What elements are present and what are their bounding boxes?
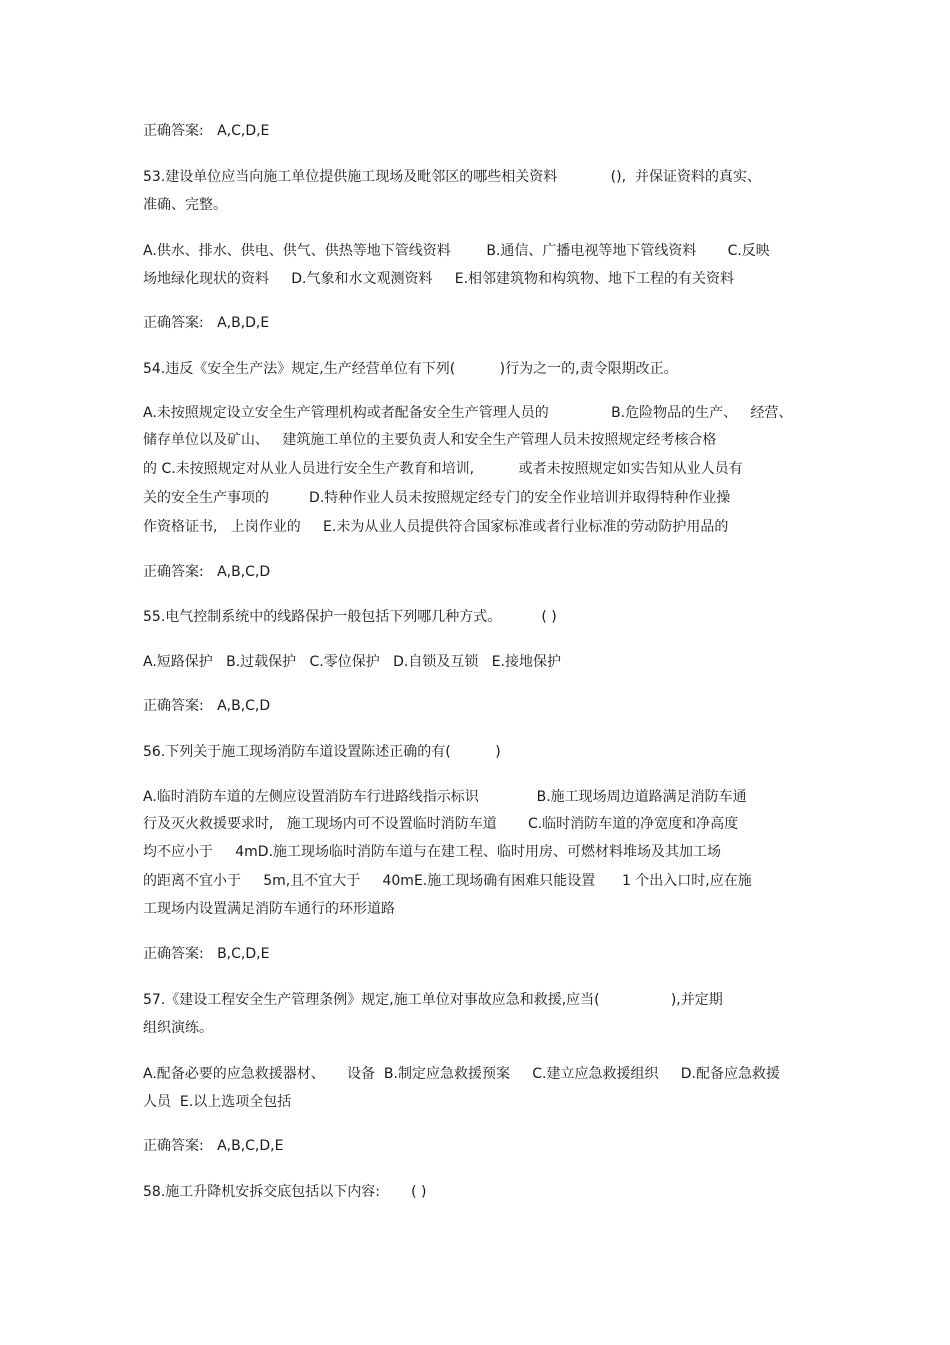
answer-52: 正确答案: A,C,D,E (143, 123, 270, 139)
question-54-options-3: 的 C.未按照规定对从业人员进行安全生产教育和培训, 或者未按照规定如实告知从业人员有 (143, 461, 743, 477)
question-54-options-5: 作资格证书, 上岗作业的 E.未为从业人员提供符合国家标准或者行业标准的劳动防护用品的 (143, 519, 729, 535)
question-54-options-4: 关的安全生产事项的 D.特种作业人员未按照规定经专门的安全作业培训并取得特种作业操 (143, 490, 731, 506)
question-54-options-2: 储存单位以及矿山、 建筑施工单位的主要负责人和安全生产管理人员未按照规定经考核合格 (143, 432, 717, 448)
answer-56: 正确答案: B,C,D,E (143, 946, 270, 962)
question-58-text: 58.施工升降机安拆交底包括以下内容: ( ) (143, 1184, 427, 1200)
question-56-text: 56.下列关于施工现场消防车道设置陈述正确的有( ) (143, 744, 501, 760)
answer-54: 正确答案: A,B,C,D (143, 564, 271, 580)
question-56-options-5: 工现场内设置满足消防车通行的环形道路 (143, 901, 395, 917)
question-56-options-3: 均不应小于 4mD.施工现场临时消防车道与在建工程、临时用房、可燃材料堆场及其加工场 (143, 844, 722, 860)
question-53-options: A.供水、排水、供电、供气、供热等地下管线资料 B.通信、广播电视等地下管线资料 C.反映 (143, 243, 770, 259)
question-53-text: 53.建设单位应当向施工单位提供施工现场及毗邻区的哪些相关资料 (), 并保证资料的真实、 (143, 169, 761, 185)
question-56-options-1: A.临时消防车道的左侧应设置消防车行进路线指示标识 B.施工现场周边道路满足消防车通 (143, 789, 747, 805)
question-53-text-cont: 准确、完整。 (143, 197, 227, 213)
question-57-text: 57.《建设工程安全生产管理条例》规定,施工单位对事故应急和救援,应当( ),并定期 (143, 992, 723, 1008)
question-53-options-cont: 场地绿化现状的资料 D.气象和水文观测资料 E.相邻建筑物和构筑物、地下工程的有关资料 (143, 271, 735, 287)
question-55-options: A.短路保护 B.过载保护 C.零位保护 D.自锁及互锁 E.接地保护 (143, 654, 561, 670)
answer-55: 正确答案: A,B,C,D (143, 698, 271, 714)
question-57-options: A.配备必要的应急救援器材、 设备 B.制定应急救援预案 C.建立应急救援组织 D.配备应急救援 (143, 1066, 780, 1082)
answer-53: 正确答案: A,B,D,E (143, 315, 270, 331)
question-57-options-cont: 人员 E.以上选项全包括 (143, 1094, 292, 1110)
question-54-text: 54.违反《安全生产法》规定,生产经营单位有下列( )行为之一的,责令限期改正。 (143, 361, 678, 377)
question-54-options-1: A.未按照规定设立安全生产管理机构或者配备安全生产管理人员的 B.危险物品的生产、 经营、 (143, 405, 793, 421)
question-56-options-4: 的距离不宜小于 5m,且不宜大于 40mE.施工现场确有困难只能设置 1 个出入口时,应在施 (143, 873, 752, 889)
answer-57: 正确答案: A,B,C,D,E (143, 1138, 284, 1154)
question-55-text: 55.电气控制系统中的线路保护一般包括下列哪几种方式。 ( ) (143, 609, 557, 625)
question-57-text-cont: 组织演练。 (143, 1020, 213, 1036)
question-56-options-2: 行及灭火救援要求时, 施工现场内可不设置临时消防车道 C.临时消防车道的净宽度和净高度 (143, 816, 739, 832)
